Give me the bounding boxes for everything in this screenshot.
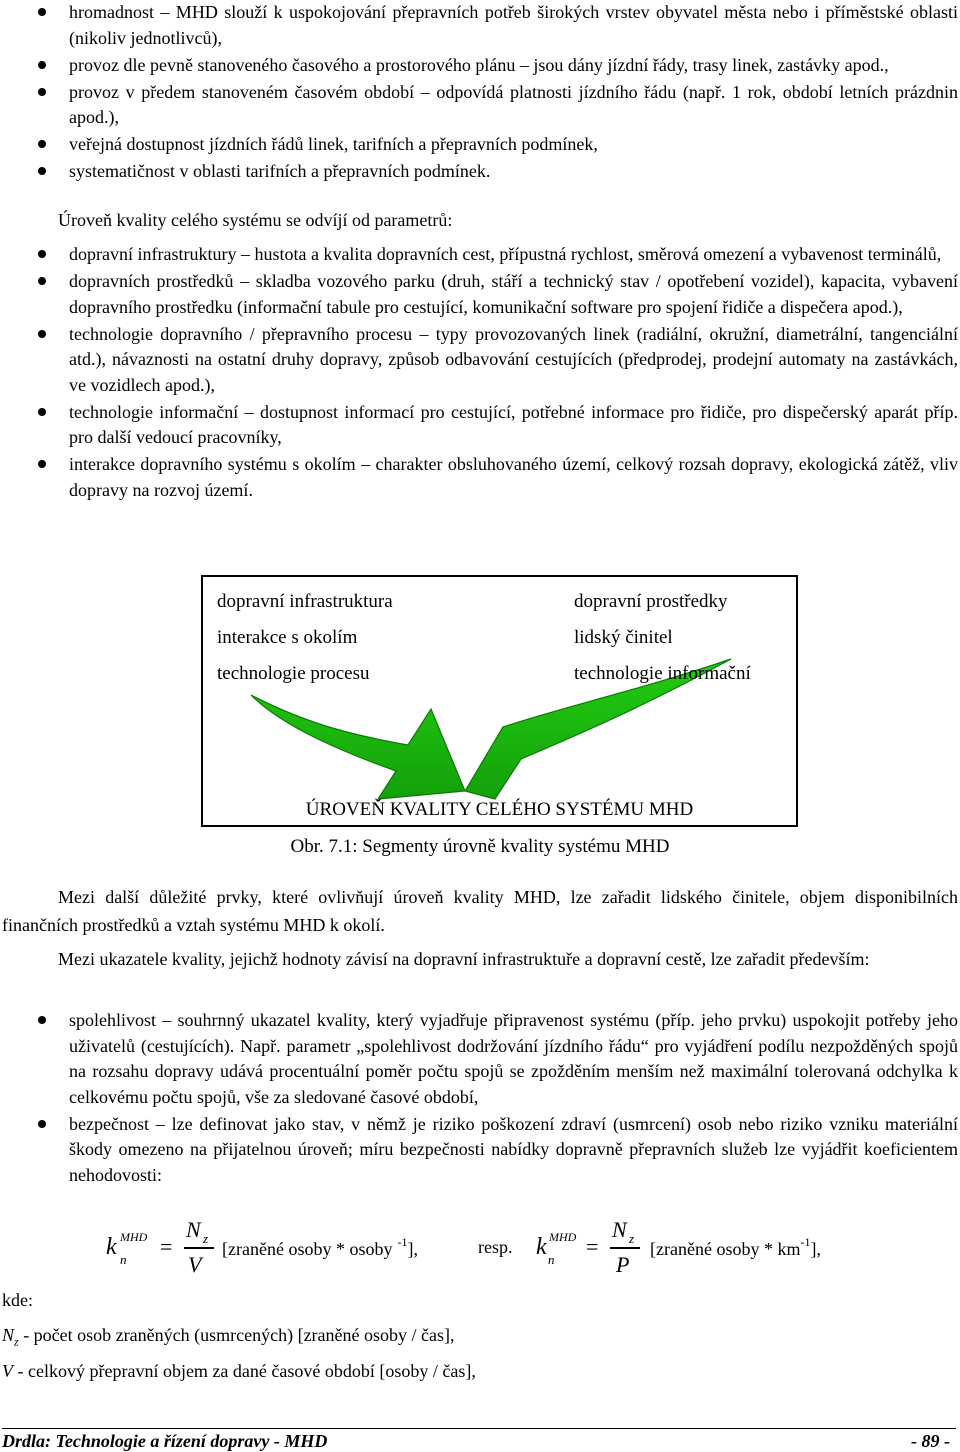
formula-den-1: V [188, 1252, 202, 1277]
list-item: provoz dle pevně stanoveného časového a prostorového plánu – jsou dány jízdní řády, trasy linek, zastávky apod., [0, 53, 960, 79]
paragraph-2: Mezi ukazatele kvality, jejichž hodnoty závisí na dopravní infrastruktuře a dopravní cestě, lze zařadit především: [58, 949, 870, 969]
bullet-icon [38, 277, 46, 285]
formula-sup-1: MHD [120, 1230, 148, 1244]
bullet-icon [38, 250, 46, 258]
bullet-icon [38, 1016, 46, 1024]
list-item: bezpečnost – lze definovat jako stav, v němž je riziko poškození zdraví (usmrcení) osob nebo riziko vzniku materiální škody omezeno na přijatelnou úroveň; míru bezpečnosti nabídky dopravně přepravních služeb lze vyjádřit koeficientem nehodovosti: [0, 1112, 960, 1189]
page-number: - 89 - [911, 1431, 950, 1451]
parameter-list [0, 242, 960, 505]
fraction-line-1 [184, 1247, 214, 1249]
bullet-icon [38, 167, 46, 175]
bullet-icon [38, 88, 46, 96]
list-item: interakce dopravního systému s okolím – charakter obsluhovaného území, celkový rozsah dopravy, ekologická zátěž, vliv dopravy na rozvoj území. [0, 452, 960, 503]
intro-line: Úroveň kvality celého systému se odvíjí od parametrů: [58, 210, 453, 230]
formula-num-sub-1: z [203, 1231, 209, 1246]
list-item: dopravních prostředků – skladba vozového parku (druh, stáří a technický stav / opotřebení vozidel), kapacita, vybavení dopravního prostředku (informační tabule pro cestující, komunikační software pro spojení řidiče a dispečera apod.), [0, 269, 960, 320]
formula-den-2: P [616, 1252, 630, 1277]
list-item: dopravní infrastruktury – hustota a kvalita dopravních cest, přípustná rychlost, směrová omezení a vybavenost terminálů, [0, 242, 960, 268]
formula-eq-2: = [586, 1234, 599, 1259]
figure-item-environment: interakce s okolím [217, 627, 358, 648]
converging-arrow-icon [203, 577, 796, 825]
definition-v: V - celkový přepravní objem za dané časové období [osoby / čas], [2, 1361, 476, 1381]
list-item: technologie informační – dostupnost informací pro cestující, potřebné informace pro řidiče, pro dispečerský aparát příp. pro další vedoucí pracovníky, [0, 400, 960, 451]
figure-item-process: technologie procesu [217, 663, 370, 684]
formula-num-2: N [612, 1217, 627, 1242]
formula-num-1: N [186, 1217, 201, 1242]
list-item: systematičnost v oblasti tarifních a přepravních podmínek. [0, 159, 960, 185]
figure-caption: Obr. 7.1: Segmenty úrovně kvality systému MHD [290, 836, 670, 857]
formula-sub-1: n [120, 1252, 127, 1267]
formula-sub-2: n [548, 1252, 555, 1267]
formula-k-1: k [106, 1234, 117, 1260]
formula-unit-1: [zraněné osoby * osoby $^{-1}$], [222, 1235, 418, 1259]
figure-item-information: technologie informační [574, 663, 751, 684]
bullet-icon [38, 140, 46, 148]
formula-num-sub-2: z [629, 1231, 635, 1246]
bullet-icon [38, 330, 46, 338]
quality-indicator-list [0, 1008, 960, 1190]
list-item: provoz v předem stanoveném časovém období – odpovídá platnosti jízdního řádu (např. 1 rok, období letních prázdnin apod.), [0, 80, 960, 131]
figure-item-human-factor: lidský činitel [574, 627, 673, 648]
feature-list [0, 0, 960, 186]
paragraph-1: Mezi další důležité prvky, které ovlivňují úroveň kvality MHD, lze zařadit lidského činitele, objem disponibilních finančních prostředků a vztah systému MHD k okolí. [2, 887, 958, 935]
bullet-icon [38, 8, 46, 16]
bullet-icon [38, 460, 46, 468]
figure-item-infrastructure: dopravní infrastruktura [217, 591, 393, 612]
definition-nz: $N_z$ - počet osob zraněných (usmrcených) [zraněné osoby / čas], [2, 1325, 455, 1349]
formula-unit-2: [zraněné osoby * $km^{-1}$], [650, 1235, 821, 1259]
figure-item-vehicles: dopravní prostředky [574, 591, 728, 612]
footer-title: Drdla: Technologie a řízení dopravy - MHD [2, 1431, 328, 1451]
list-item: hromadnost – MHD slouží k uspokojování přepravních potřeb širokých vrstev obyvatel města nebo i příměstské oblasti (nikoliv jednotlivců), [0, 0, 960, 51]
bullet-icon [38, 408, 46, 416]
formula-k-2: k [536, 1234, 547, 1260]
formula-sup-2: MHD [549, 1230, 577, 1244]
page-footer [2, 1428, 956, 1452]
list-item: spolehlivost – souhrnný ukazatel kvality, který vyjadřuje připravenost systému (příp. jeho prvku) uspokojit potřeby jeho uživatelů (cestujících). Např. parametr „spolehlivost dodržování jízdního řádu“ pro vyjádření podílu nezpožděných spojů na rozsahu dopravy udává procentuální poměr počtu spojů se zpožděním menším než maximální tolerovaná odchylka k celkovému počtu spojů, vše za sledované časové období, [0, 1008, 960, 1110]
formula-resp: resp. [478, 1237, 513, 1257]
bullet-icon [38, 61, 46, 69]
list-item: technologie dopravního / přepravního procesu – typy provozovaných linek (radiální, okružní, diametrální, tangenciální atd.), návaznosti na ostatní druhy dopravy, způsob odbavování cestujících (předprodej, prodejní automaty na zastávkách, ve vozidlech apod.), [0, 322, 960, 399]
figure-bottom-label: ÚROVEŇ KVALITY CELÉHO SYSTÉMU MHD [305, 799, 694, 820]
list-item: veřejná dostupnost jízdních řádů linek, tarifních a přepravních podmínek, [0, 132, 960, 158]
fraction-line-2 [610, 1247, 640, 1249]
quality-segments-figure [201, 575, 798, 827]
kde-label: kde: [2, 1290, 33, 1310]
bullet-icon [38, 1120, 46, 1128]
accident-coefficient-formula [0, 1218, 960, 1284]
formula-eq-1: = [160, 1234, 173, 1259]
